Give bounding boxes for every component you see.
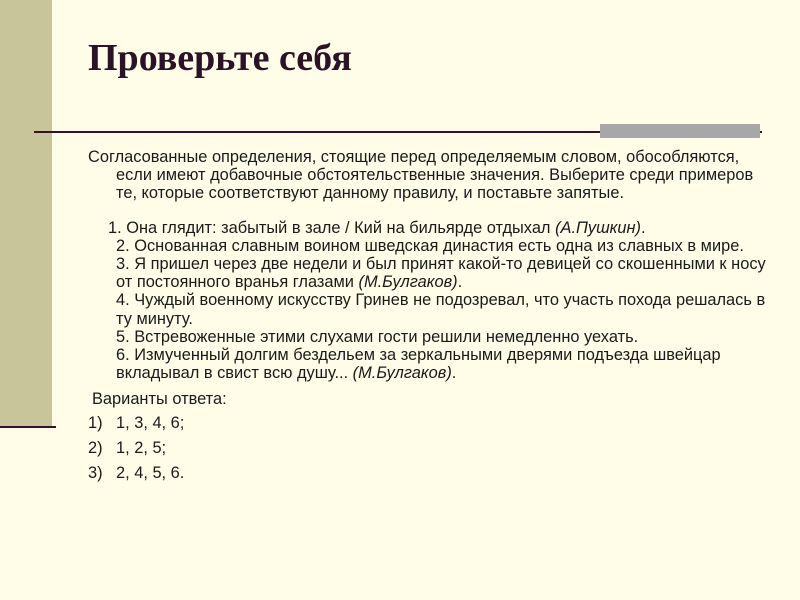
slide-content: [88, 148, 778, 489]
decorative-side-bar: [0, 0, 52, 426]
option-number: 1): [88, 413, 103, 432]
example-item: [116, 255, 778, 291]
option-text: 1, 2, 5;: [116, 438, 167, 457]
option-number: 3): [88, 464, 103, 483]
example-text: 3. Я пришел через две недели и был принят какой-то девицей со скошенными к носу от постоянного вранья глазами: [116, 255, 766, 292]
example-item: [116, 328, 778, 346]
option-text: 2, 4, 5, 6.: [116, 464, 185, 483]
answer-options: [88, 414, 778, 483]
answer-option: [88, 439, 778, 457]
example-tail: .: [641, 218, 646, 237]
answer-option: [88, 414, 778, 432]
example-text: 2. Основанная славным воином шведская династия есть одна из славных в мире.: [116, 236, 744, 255]
slide-title: Проверьте себя: [88, 37, 352, 79]
task-instructions: Согласованные определения, стоящие перед определяемым словом, обособляются, если имеют добавочные обстоятельственные значения. Выберите среди примеров те, которые соответствуют данному правилу, и поставьте запятые.: [88, 148, 754, 203]
divider-accent-block: [600, 124, 760, 138]
example-item: [116, 237, 778, 255]
examples-list: [88, 219, 778, 383]
example-text: 4. Чуждый военному искусству Гринев не подозревал, что участь похода решалась в ту минуту.: [116, 291, 766, 328]
decorative-side-line: [0, 426, 56, 428]
answers-label: Варианты ответа:: [92, 390, 227, 409]
example-text: 5. Встревоженные этими слухами гости решили немедленно уехать.: [116, 327, 639, 346]
example-item: [108, 218, 778, 237]
example-item: [116, 346, 778, 382]
example-author: (М.Булгаков): [358, 273, 458, 292]
answer-option: [88, 464, 778, 482]
example-tail: .: [457, 273, 463, 292]
option-number: 2): [88, 438, 103, 457]
example-item: [116, 291, 778, 327]
example-text: 1. Она глядит: забытый в зале / Кий на бильярде отдыхал: [108, 218, 556, 237]
example-tail: .: [451, 364, 457, 383]
example-text: 6. Измученный долгим бездельем за зеркальными дверями подъезда швейцар вкладывал в свист всю душу...: [116, 346, 721, 383]
example-author: (М.Булгаков): [352, 364, 452, 383]
option-text: 1, 3, 4, 6;: [116, 413, 185, 432]
example-author: (А.Пушкин): [555, 218, 642, 237]
